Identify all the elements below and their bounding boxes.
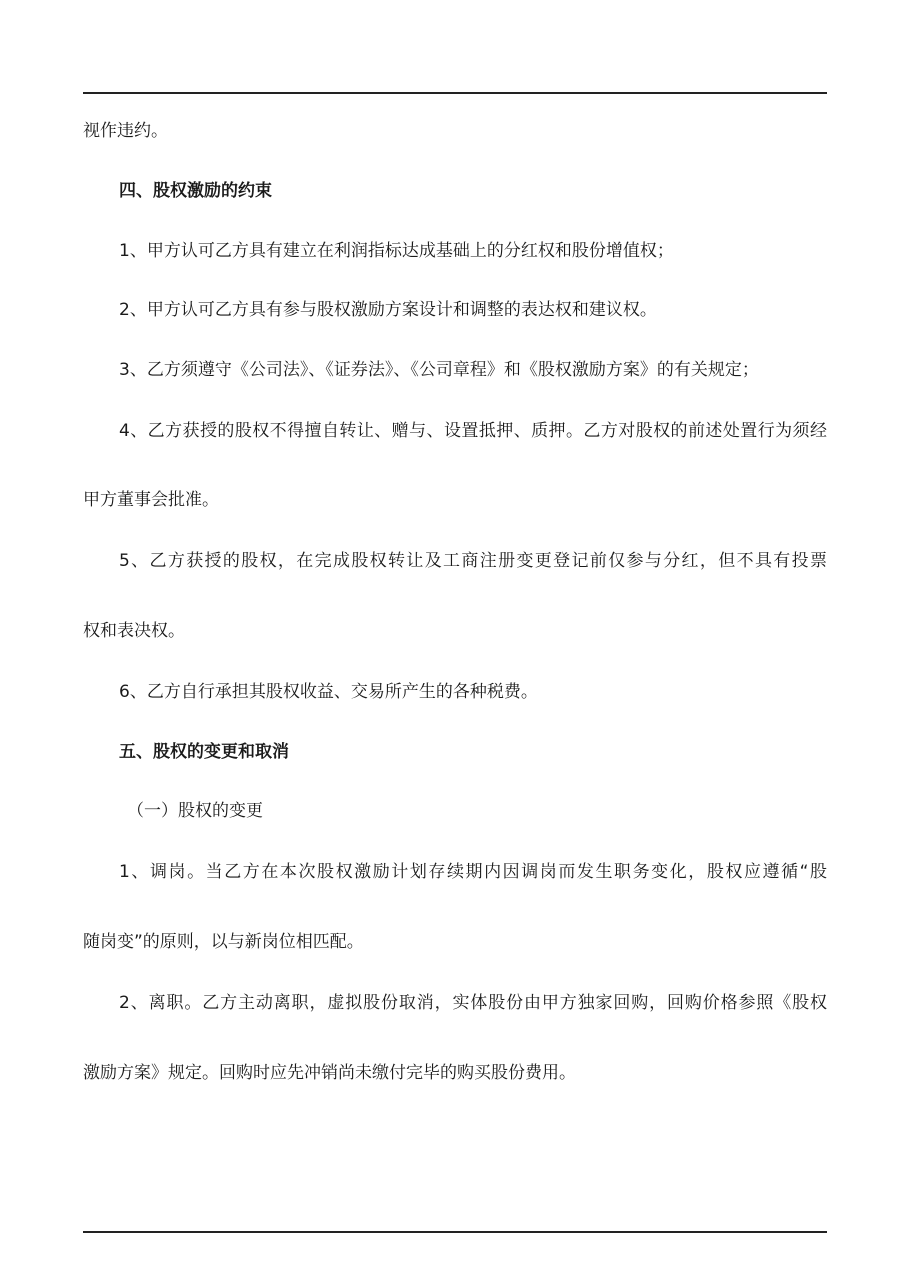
clause-4-line-2: 甲方董事会批准。: [83, 490, 219, 510]
change-clause-2-line-1: 2、离职。乙方主动离职，虚拟股份取消，实体股份由甲方独家回购，回购价格参照《股权: [119, 993, 827, 1013]
subsection-heading-changes: （一）股权的变更: [127, 801, 263, 821]
clause-4-line-1: 4、乙方获授的股权不得擅自转让、赠与、设置抵押、质押。乙方对股权的前述处置行为须经: [119, 421, 827, 441]
clause-3: 3、乙方须遵守《公司法》、《证券法》、《公司章程》和《股权激励方案》的有关规定；: [119, 360, 759, 380]
change-clause-1-line-2: 随岗变”的原则，以与新岗位相匹配。: [83, 932, 364, 952]
header-rule: [83, 92, 827, 94]
change-clause-1-line-1: 1、调岗。当乙方在本次股权激励计划存续期内因调岗而发生职务变化，股权应遵循“股: [119, 862, 827, 882]
clause-6: 6、乙方自行承担其股权收益、交易所产生的各种税费。: [119, 682, 538, 702]
paragraph-continuation: 视作违约。: [83, 121, 168, 141]
change-clause-2-line-2: 激励方案》规定。回购时应先冲销尚未缴付完毕的购买股份费用。: [83, 1063, 576, 1083]
section-heading-changes: 五、股权的变更和取消: [119, 742, 289, 762]
section-heading-constraints: 四、股权激励的约束: [119, 181, 272, 201]
clause-2: 2、甲方认可乙方具有参与股权激励方案设计和调整的表达权和建议权。: [119, 300, 657, 320]
clause-5-line-2: 权和表决权。: [83, 621, 185, 641]
clause-5-line-1: 5、乙方获授的股权，在完成股权转让及工商注册变更登记前仅参与分红，但不具有投票: [119, 551, 827, 571]
clause-1: 1、甲方认可乙方具有建立在利润指标达成基础上的分红权和股份增值权；: [119, 241, 674, 261]
footer-rule: [83, 1231, 827, 1233]
